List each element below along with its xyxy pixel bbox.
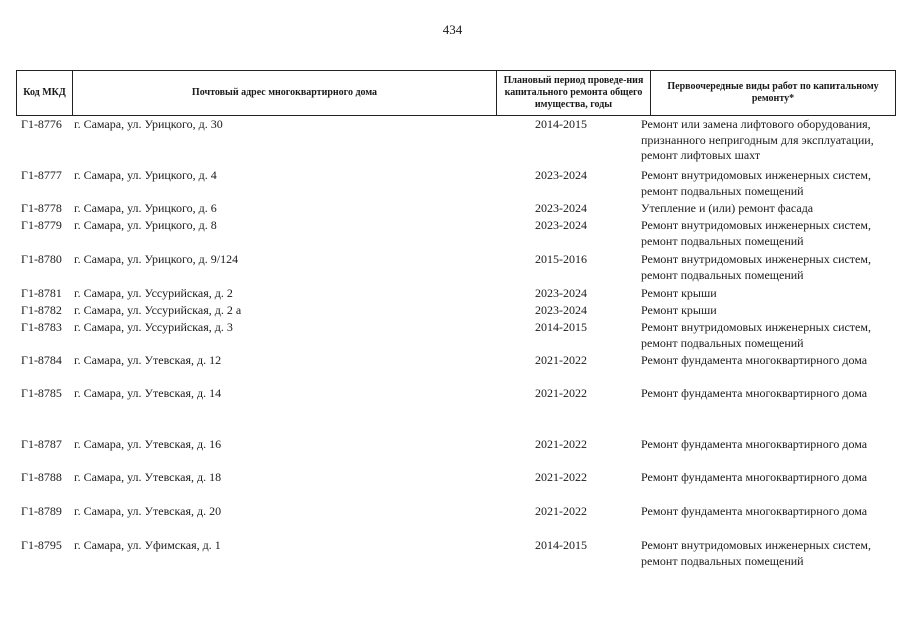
house-address: г. Самара, ул. Урицкого, д. 30: [74, 117, 223, 131]
repair-period: 2023-2024: [535, 286, 587, 300]
house-address: г. Самара, ул. Утевская, д. 20: [74, 504, 222, 518]
repair-period: 2023-2024: [535, 303, 587, 317]
repair-works-line: Ремонт фундамента многоквартирного дома: [641, 386, 868, 400]
repair-works: [641, 504, 901, 520]
mkd-code: Г1-8782: [21, 303, 62, 317]
repair-works: [641, 303, 901, 319]
repair-works-line: Ремонт крыши: [641, 286, 717, 300]
house-address: г. Самара, ул. Уссурийская, д. 2 а: [74, 303, 242, 317]
repair-works: [641, 117, 901, 164]
repair-works-line: признанного непригодным для эксплуатации,: [641, 132, 874, 147]
repair-works-line: Ремонт или замена лифтового оборудования,: [641, 117, 871, 131]
house-address: г. Самара, ул. Урицкого, д. 6: [74, 201, 217, 215]
house-address: г. Самара, ул. Уссурийская, д. 2: [74, 286, 233, 300]
repair-period: 2021-2022: [535, 353, 587, 367]
repair-works: [641, 470, 901, 486]
mkd-code: Г1-8789: [21, 504, 62, 518]
repair-works-line: Ремонт внутридомовых инженерных систем,: [641, 168, 871, 182]
repair-works-line: Ремонт фундамента многоквартирного дома: [641, 437, 868, 451]
repair-works-line: Ремонт крыши: [641, 303, 717, 317]
repair-works-line: ремонт подвальных помещений: [641, 267, 804, 282]
mkd-code: Г1-8787: [21, 437, 62, 451]
house-address: г. Самара, ул. Уфимская, д. 1: [74, 538, 221, 552]
repair-works: [641, 168, 901, 199]
repair-works: [641, 320, 901, 351]
page-number: 434: [442, 22, 463, 37]
repair-period: 2014-2015: [535, 538, 587, 552]
house-address: г. Самара, ул. Утевская, д. 14: [74, 386, 222, 400]
mkd-code: Г1-8785: [21, 386, 62, 400]
repair-works-line: ремонт подвальных помещений: [641, 335, 804, 350]
repair-works-line: Ремонт внутридомовых инженерных систем,: [641, 252, 871, 266]
repair-works-line: Ремонт внутридомовых инженерных систем,: [641, 320, 871, 334]
repair-works: [641, 286, 901, 302]
house-address: г. Самара, ул. Урицкого, д. 4: [74, 168, 217, 182]
repair-period: 2021-2022: [535, 437, 587, 451]
mkd-code: Г1-8784: [21, 353, 62, 367]
repair-works-line: Ремонт фундамента многоквартирного дома: [641, 504, 868, 518]
house-address: г. Самара, ул. Уссурийская, д. 3: [74, 320, 233, 334]
header-period: Плановый период проведе-ния капитального ремонта общего имущества, годы: [497, 71, 651, 115]
house-address: г. Самара, ул. Утевская, д. 18: [74, 470, 222, 484]
repair-works-line: Ремонт внутридомовых инженерных систем,: [641, 538, 871, 552]
repair-works: [641, 437, 901, 453]
mkd-code: Г1-8777: [21, 168, 62, 182]
house-address: г. Самара, ул. Урицкого, д. 9/124: [74, 252, 239, 266]
header-works: Первоочередные виды работ по капитальному ремонту*: [667, 81, 879, 104]
repair-period: 2023-2024: [535, 201, 587, 215]
repair-period: 2014-2015: [535, 117, 587, 131]
table-header: [16, 70, 896, 116]
repair-period: 2023-2024: [535, 218, 587, 232]
house-address: г. Самара, ул. Утевская, д. 12: [74, 353, 222, 367]
mkd-code: Г1-8780: [21, 252, 62, 266]
mkd-code: Г1-8781: [21, 286, 62, 300]
repair-works-line: ремонт подвальных помещений: [641, 183, 804, 198]
repair-works: [641, 201, 901, 217]
repair-works: [641, 538, 901, 569]
repair-period: 2021-2022: [535, 386, 587, 400]
repair-works-line: Ремонт фундамента многоквартирного дома: [641, 470, 868, 484]
repair-period: 2023-2024: [535, 168, 587, 182]
repair-period: 2021-2022: [535, 470, 587, 484]
header-code: Код МКД: [17, 71, 73, 115]
repair-period: 2015-2016: [535, 252, 587, 266]
repair-period: 2021-2022: [535, 504, 587, 518]
repair-works-line: ремонт подвальных помещений: [641, 233, 804, 248]
repair-works-line: ремонт лифтовых шахт: [641, 148, 761, 162]
house-address: г. Самара, ул. Утевская, д. 16: [74, 437, 222, 451]
mkd-code: Г1-8783: [21, 320, 62, 334]
repair-period: 2014-2015: [535, 320, 587, 334]
mkd-code: Г1-8779: [21, 218, 62, 232]
repair-works-line: ремонт подвальных помещений: [641, 553, 804, 568]
mkd-code: Г1-8776: [21, 117, 62, 131]
header-address: Почтовый адрес многоквартирного дома: [73, 71, 497, 115]
repair-works: [641, 353, 901, 369]
repair-works-line: Ремонт фундамента многоквартирного дома: [641, 353, 868, 367]
house-address: г. Самара, ул. Урицкого, д. 8: [74, 218, 217, 232]
mkd-code: Г1-8788: [21, 470, 62, 484]
mkd-code: Г1-8795: [21, 538, 62, 552]
repair-works-line: Ремонт внутридомовых инженерных систем,: [641, 218, 871, 232]
mkd-code: Г1-8778: [21, 201, 62, 215]
repair-works: [641, 386, 901, 402]
repair-works-line: Утепление и (или) ремонт фасада: [641, 201, 814, 215]
repair-works: [641, 218, 901, 249]
repair-works: [641, 252, 901, 283]
